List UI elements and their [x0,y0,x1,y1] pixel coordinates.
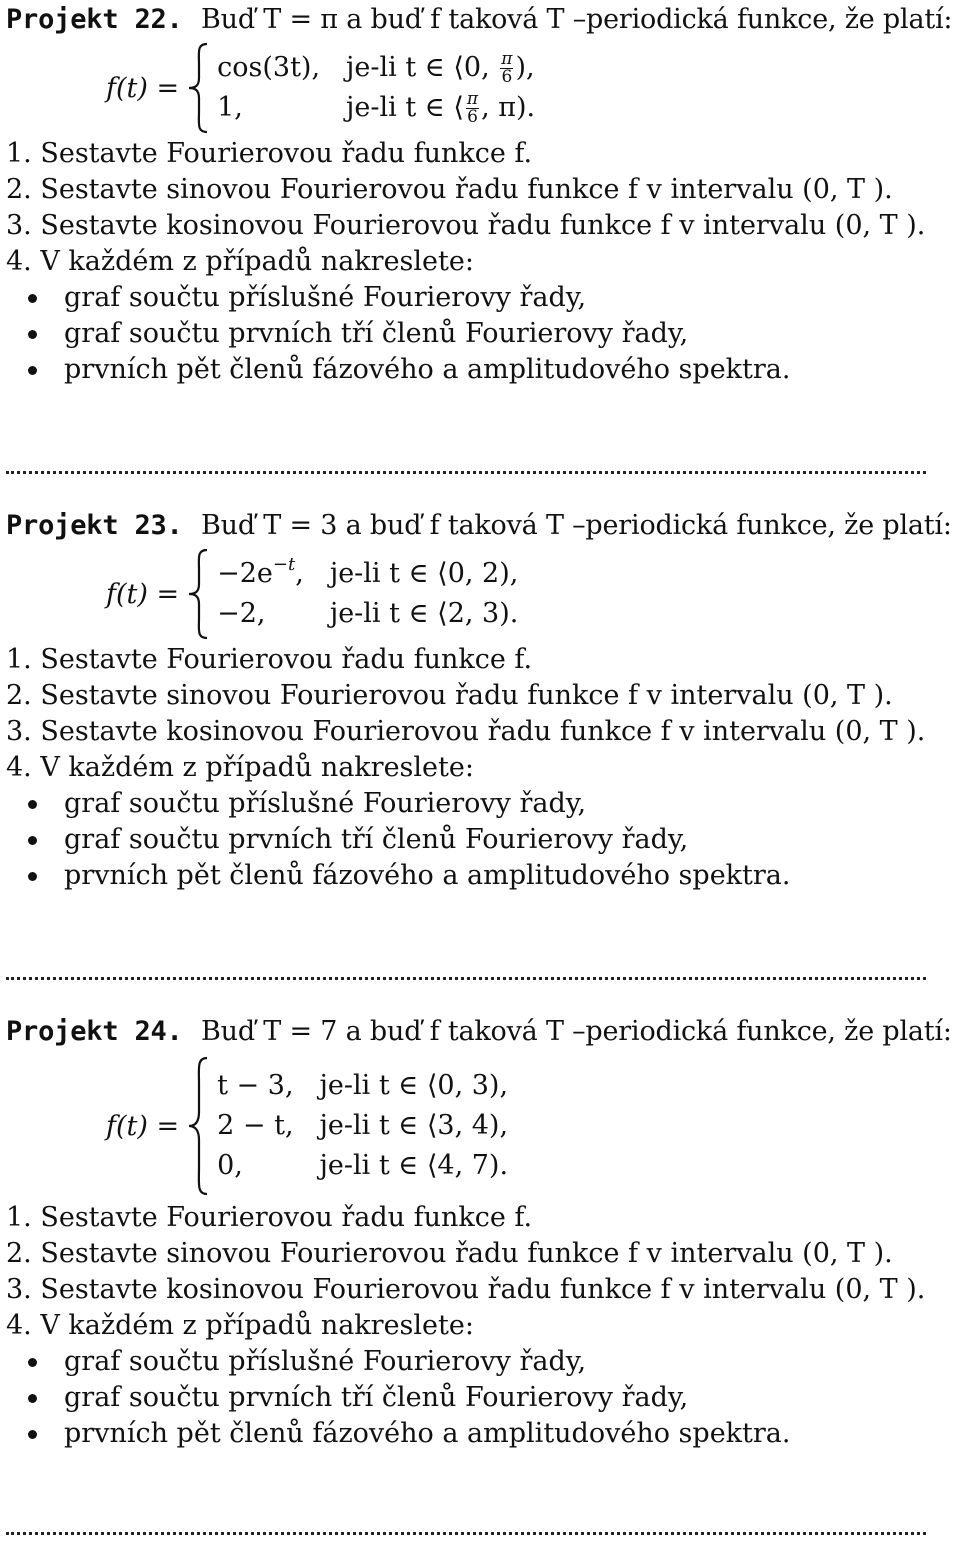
bullet-list [6,786,956,894]
task-list [6,642,956,786]
project-intro: Buď T = π a buď f taková T –periodická funkce, že platí: [201,4,953,35]
dotted-separator [6,471,926,474]
bullet-icon [28,800,37,809]
task-item: 2. Sestavte sinovou Fourierovou řadu funkce f v intervalu (0, T ). [6,174,893,205]
case-expression: 2 − t, [217,1110,294,1141]
bullet-text: graf součtu příslušné Fourierovy řady, [64,1346,587,1377]
bullet-item [28,1344,956,1380]
fraction [500,51,513,86]
bullet-item [28,858,956,894]
bullet-icon [28,1394,37,1403]
expression-base: −2e [217,558,273,589]
task-item: 4. V každém z případů nakreslete: [6,752,474,783]
bullet-text: graf součtu příslušné Fourierovy řady, [64,788,587,819]
task-item: 3. Sestavte kosinovou Fourierovou řadu funkce f v intervalu (0, T ). [6,716,926,747]
function-definition [106,546,956,642]
bullet-icon [28,294,37,303]
task-item: 4. V každém z případů nakreslete: [6,246,474,277]
case-condition [346,48,535,88]
bullet-icon [28,1430,37,1439]
task-item: 1. Sestavte Fourierovou řadu funkce f. [6,138,533,169]
project-24 [6,1012,956,1452]
task-item: 4. V každém z případů nakreslete: [6,1310,474,1341]
case-condition: je-li t ∈ ⟨0, 3), [319,1070,509,1101]
bullet-text: graf součtu prvních tří členů Fourierovy řady, [64,824,689,855]
project-header [6,0,956,40]
task-item: 2. Sestavte sinovou Fourierovou řadu funkce f v intervalu (0, T ). [6,680,893,711]
project-intro: Buď T = 7 a buď f taková T –periodická funkce, že platí: [201,1016,952,1047]
case-expression: t − 3, [217,1070,294,1101]
task-item: 3. Sestavte kosinovou Fourierovou řadu funkce f v intervalu (0, T ). [6,1274,926,1305]
bullet-icon [28,366,37,375]
project-23 [6,506,956,894]
bullet-item [28,280,956,316]
expression-tail: , [295,558,304,589]
bullet-list [6,280,956,388]
bullet-text: prvních pět členů fázového a amplitudového spektra. [64,354,791,385]
task-item: 1. Sestavte Fourierovou řadu funkce f. [6,1202,533,1233]
expression-exponent: −t [272,554,296,575]
case-expression: 1, [217,92,243,123]
bullet-icon [28,330,37,339]
task-item: 1. Sestavte Fourierovou řadu funkce f. [6,644,533,675]
bullet-item [28,352,956,388]
task-list [6,1200,956,1344]
bullet-icon [28,1358,37,1367]
function-lhs: f(t) = [106,578,180,610]
case-expression: cos(3t), [217,52,321,83]
task-list [6,136,956,280]
case-condition: je-li t ∈ ⟨2, 3). [329,598,519,629]
bullet-icon [28,872,37,881]
project-header [6,506,956,546]
fraction-denominator: 6 [501,67,513,87]
bullet-item [28,316,956,352]
function-lhs: f(t) = [106,1110,180,1142]
fraction-numerator: π [501,49,513,69]
bullet-list [6,1344,956,1452]
bullet-text: prvních pět členů fázového a amplitudového spektra. [64,860,791,891]
project-22 [6,0,956,388]
case-condition: je-li t ∈ ⟨3, 4), [319,1110,509,1141]
fraction-numerator: π [466,89,479,109]
project-header [6,1012,956,1052]
cases-table [211,48,535,128]
project-title: Projekt 24. [6,1016,183,1047]
bullet-item [28,1380,956,1416]
task-item: 2. Sestavte sinovou Fourierovou řadu funkce f v intervalu (0, T ). [6,1238,893,1269]
fraction-denominator: 6 [467,107,478,127]
bullet-item [28,1416,956,1452]
function-lhs: f(t) = [106,72,180,104]
case-condition [346,88,535,128]
cases-table [211,554,518,634]
dotted-separator [6,1532,926,1535]
task-item: 3. Sestavte kosinovou Fourierovou řadu funkce f v intervalu (0, T ). [6,210,926,241]
function-definition [106,40,956,136]
project-title: Projekt 23. [6,510,183,541]
condition-text: je-li t ∈ ⟨ [346,92,464,123]
function-definition [106,1052,956,1200]
case-condition: je-li t ∈ ⟨0, 2), [329,558,519,589]
condition-text: ), [515,52,535,83]
left-brace-icon [185,546,211,642]
left-brace-icon [185,40,211,136]
project-title: Projekt 22. [6,4,183,35]
bullet-text: graf součtu příslušné Fourierovy řady, [64,282,587,313]
cases-table [211,1066,508,1186]
condition-text: , π). [481,92,536,123]
condition-text: je-li t ∈ ⟨0, [346,52,499,83]
case-expression: −2, [217,598,266,629]
bullet-icon [28,836,37,845]
case-expression [217,554,304,594]
bullet-text: prvních pět členů fázového a amplitudového spektra. [64,1418,791,1449]
case-condition: je-li t ∈ ⟨4, 7). [319,1150,509,1181]
bullet-item [28,822,956,858]
left-brace-icon [185,1052,211,1200]
bullet-text: graf součtu prvních tří členů Fourierovy řady, [64,1382,689,1413]
project-intro: Buď T = 3 a buď f taková T –periodická funkce, že platí: [201,510,952,541]
dotted-separator [6,977,926,980]
fraction [466,91,479,126]
bullet-item [28,786,956,822]
bullet-text: graf součtu prvních tří členů Fourierovy řady, [64,318,689,349]
case-expression: 0, [217,1150,243,1181]
